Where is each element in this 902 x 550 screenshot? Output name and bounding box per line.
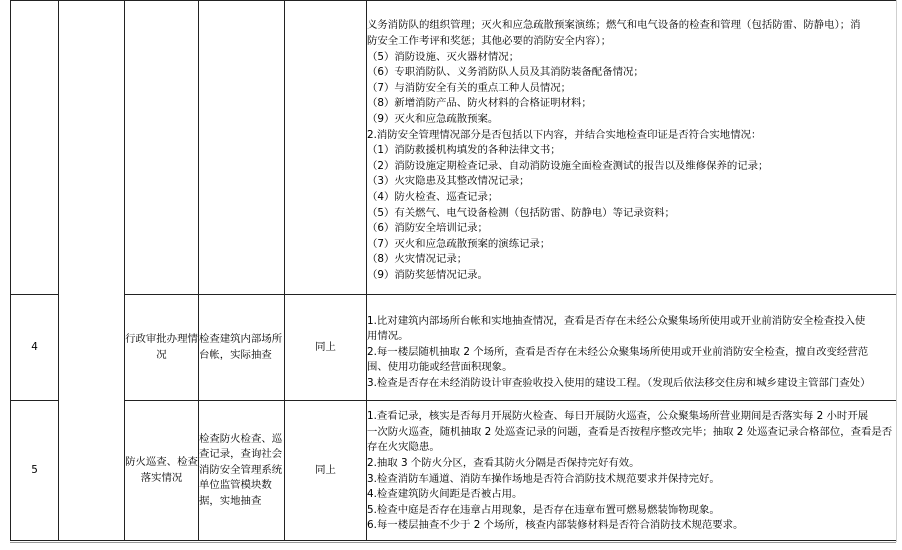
content-line: （3）火灾隐患及其整改情况记录；: [367, 175, 530, 188]
content-line: （7）与消防安全有关的重点工种人员情况；: [367, 81, 572, 94]
inspection-table: [10, 0, 897, 541]
item-cell: [125, 1, 199, 295]
content-line: （1）消防救援机构填发的各种法律文书；: [367, 144, 561, 157]
row-number-cell: [11, 1, 59, 295]
content-line: 2.消防安全管理情况部分是否包括以下内容，并结合实地检查印证是否符合实地情况：: [367, 128, 762, 141]
content-line: 3.检查是否存在未经消防设计审查验收投入使用的建设工程。（发现后依法移交住房和城乡建设主管部门查处）: [367, 376, 871, 389]
content-line: 5.检查中庭是否存在违章占用现象，是否存在违章布置可燃易燃装饰物现象。: [367, 503, 720, 516]
content-line: （4）防火检查、巡查记录；: [367, 190, 499, 203]
content-line: 4.检查建筑防火间距是否被占用。: [367, 488, 523, 501]
content-line: 一次防火巡查，随机抽取 2 处巡查记录的问题，查看是否按程序整改完毕；抽取 2 处巡查记录合格部位，查看是否: [367, 425, 893, 438]
content-line: 围、使用功能或经营面积现象。: [367, 361, 513, 374]
content-line: 6.每一楼层抽查不少于 2 个场所，核查内部装修材料是否符合消防技术规范要求。: [367, 519, 744, 532]
category-cell: [59, 1, 125, 541]
item-label: 防火巡查、检查落实情况: [125, 455, 198, 484]
row-number-cell: 4: [11, 295, 59, 401]
content-line: 防安全工作考评和奖惩；其他必要的消防安全内容）；: [367, 35, 612, 48]
table-row: [11, 295, 897, 401]
content-line: 1.比对建筑内部场所台帐和实地抽查情况，查看是否存在未经公众聚集场所使用或开业前消防安全检查投入使: [367, 314, 866, 327]
content-line: 2.每一楼层随机抽取 2 个场所，查看是否存在未经公众聚集场所使用或开业前消防安全检查，擅自改变经营范: [367, 345, 869, 358]
content-line: 用情况。: [367, 330, 409, 343]
method-label: 检查建筑内部场所台帐，实际抽查: [199, 332, 283, 361]
method-cell: [199, 295, 285, 401]
content-line: （8）新增消防产品、防火材料的合格证明材料；: [367, 97, 592, 110]
item-cell: [125, 401, 199, 541]
item-label: 行政审批办理情况: [125, 332, 198, 361]
method-cell: [199, 401, 285, 541]
table-row: [11, 401, 897, 541]
content-line: 存在火灾隐患。: [367, 441, 440, 454]
method-cell: [199, 1, 285, 295]
content-cell: [367, 401, 897, 541]
content-line: （5）消防设施、灭火器材情况；: [367, 50, 520, 63]
content-line: （6）专职消防队、义务消防队人员及其消防装备配备情况；: [367, 66, 644, 79]
table-row: [11, 1, 897, 295]
method-label: 检查防火检查、巡查记录，查询社会消防安全管理系统单位监管模块数据，实地抽查: [199, 432, 283, 507]
content-line: （5）有关燃气、电气设备检测（包括防雷、防静电）等记录资料；: [367, 206, 675, 219]
page-right-edge: [896, 0, 897, 542]
content-line: 义务消防队的组织管理；灭火和应急疏散预案演练；燃气和电气设备的检查和管理（包括防雷、防静电）；消: [367, 19, 861, 32]
content-line: （9）灭火和应急疏散预案。: [367, 113, 499, 126]
basis-cell: [285, 1, 367, 295]
content-line: （7）灭火和应急疏散预案的演练记录；: [367, 237, 551, 250]
content-line: （9）消防奖惩情况记录。: [367, 268, 488, 281]
content-line: 2.抽取 3 个防火分区，查看其防火分隔是否保持完好有效。: [367, 456, 640, 469]
item-cell: [125, 295, 199, 401]
content-line: （2）消防设施定期检查记录、自动消防设施全面检查测试的报告以及维修保养的记录；: [367, 159, 769, 172]
content-line: 1.查看记录，核实是否每月开展防火检查、每日开展防火巡查，公众聚集场所营业期间是否落实每 2 小时开展: [367, 410, 869, 423]
content-cell: [367, 295, 897, 401]
content-line: 3.检查消防车通道、消防车操作场地是否符合消防技术规范要求并保持完好。: [367, 472, 720, 485]
row-number-cell: 5: [11, 401, 59, 541]
content-line: （6）消防安全培训记录；: [367, 222, 488, 235]
basis-cell: 同上: [285, 401, 367, 541]
basis-cell: 同上: [285, 295, 367, 401]
content-line: （8）火灾情况记录；: [367, 253, 468, 266]
page-bottom-rule: [10, 542, 896, 543]
content-cell: [367, 1, 897, 295]
